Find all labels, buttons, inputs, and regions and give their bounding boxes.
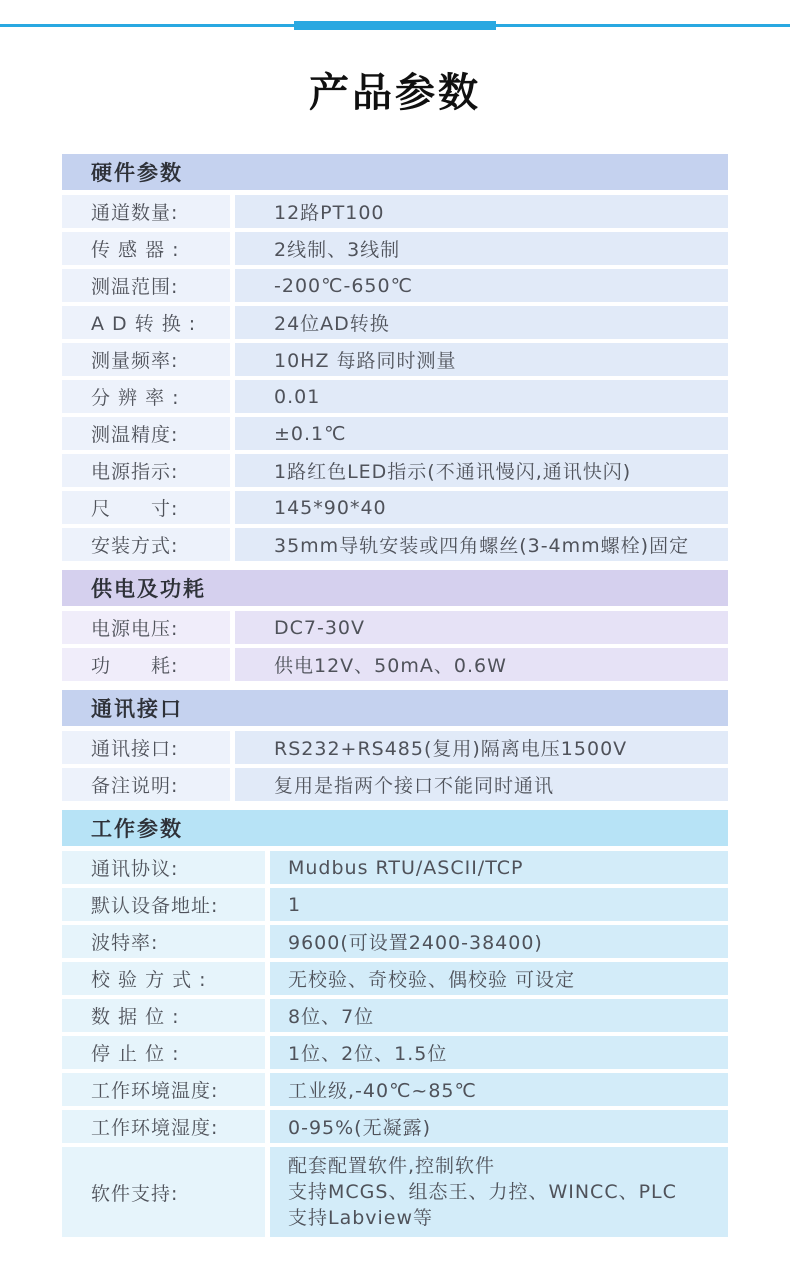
table-row bbox=[62, 1036, 728, 1069]
table-row bbox=[62, 851, 728, 884]
section-header bbox=[62, 570, 728, 606]
table-row bbox=[62, 611, 728, 644]
row-label: 测量频率: bbox=[62, 343, 230, 376]
row-value bbox=[270, 1147, 728, 1237]
row-value: 35mm导轨安装或四角螺丝(3-4mm螺栓)固定 bbox=[235, 528, 728, 561]
section-header bbox=[62, 810, 728, 846]
row-label: 尺 寸: bbox=[62, 491, 230, 524]
section-title: 通讯接口 bbox=[91, 697, 183, 721]
row-label: A D 转 换 : bbox=[62, 306, 230, 339]
spec-section bbox=[62, 690, 728, 801]
row-value: 工业级,-40℃~85℃ bbox=[270, 1073, 728, 1106]
section-header bbox=[62, 154, 728, 190]
row-label: 默认设备地址: bbox=[62, 888, 265, 921]
row-value: 24位AD转换 bbox=[235, 306, 728, 339]
row-label: 测温精度: bbox=[62, 417, 230, 450]
table-row bbox=[62, 491, 728, 524]
page-title: 产品参数 bbox=[309, 70, 481, 116]
row-label: 电源电压: bbox=[62, 611, 230, 644]
row-label: 电源指示: bbox=[62, 454, 230, 487]
row-value: RS232+RS485(复用)隔离电压1500V bbox=[235, 731, 728, 764]
table-row bbox=[62, 269, 728, 302]
table-row bbox=[62, 962, 728, 995]
row-label: 波特率: bbox=[62, 925, 265, 958]
row-label: 数 据 位 : bbox=[62, 999, 265, 1032]
row-value-line: 配套配置软件,控制软件 bbox=[288, 1155, 496, 1177]
row-value: 145*90*40 bbox=[235, 491, 728, 524]
row-label: 停 止 位 : bbox=[62, 1036, 265, 1069]
table-row bbox=[62, 768, 728, 801]
row-label: 软件支持: bbox=[62, 1147, 265, 1237]
table-row bbox=[62, 1110, 728, 1143]
row-value: 1 bbox=[270, 888, 728, 921]
row-value: DC7-30V bbox=[235, 611, 728, 644]
table-row bbox=[62, 1147, 728, 1237]
table-row bbox=[62, 648, 728, 681]
row-label: 工作环境温度: bbox=[62, 1073, 265, 1106]
table-row bbox=[62, 999, 728, 1032]
row-value: 1位、2位、1.5位 bbox=[270, 1036, 728, 1069]
row-label: 通讯接口: bbox=[62, 731, 230, 764]
table-row bbox=[62, 528, 728, 561]
row-label: 传 感 器 : bbox=[62, 232, 230, 265]
row-value: 12路PT100 bbox=[235, 195, 728, 228]
row-value: 0.01 bbox=[235, 380, 728, 413]
row-label: 通讯协议: bbox=[62, 851, 265, 884]
table-row bbox=[62, 417, 728, 450]
table-row bbox=[62, 731, 728, 764]
row-label: 备注说明: bbox=[62, 768, 230, 801]
row-label: 功 耗: bbox=[62, 648, 230, 681]
spec-section bbox=[62, 810, 728, 1237]
table-row bbox=[62, 925, 728, 958]
top-divider bbox=[0, 24, 790, 27]
row-value: 供电12V、50mA、0.6W bbox=[235, 648, 728, 681]
row-value: 无校验、奇校验、偶校验 可设定 bbox=[270, 962, 728, 995]
row-value: Mudbus RTU/ASCII/TCP bbox=[270, 851, 728, 884]
spec-section bbox=[62, 570, 728, 681]
row-label: 分 辨 率 : bbox=[62, 380, 230, 413]
section-title: 工作参数 bbox=[91, 817, 183, 841]
table-row bbox=[62, 888, 728, 921]
section-title: 硬件参数 bbox=[91, 161, 183, 185]
table-row bbox=[62, 232, 728, 265]
table-row bbox=[62, 1073, 728, 1106]
row-value: 0-95%(无凝露) bbox=[270, 1110, 728, 1143]
row-label: 安装方式: bbox=[62, 528, 230, 561]
row-label: 工作环境湿度: bbox=[62, 1110, 265, 1143]
row-value: 2线制、3线制 bbox=[235, 232, 728, 265]
row-value: 10HZ 每路同时测量 bbox=[235, 343, 728, 376]
row-value: 9600(可设置2400-38400) bbox=[270, 925, 728, 958]
row-value-line: 支持Labview等 bbox=[288, 1207, 434, 1229]
top-divider-accent bbox=[294, 21, 496, 30]
table-row bbox=[62, 195, 728, 228]
spec-table bbox=[62, 154, 728, 1237]
row-label: 通道数量: bbox=[62, 195, 230, 228]
row-label: 测温范围: bbox=[62, 269, 230, 302]
row-value: 复用是指两个接口不能同时通讯 bbox=[235, 768, 728, 801]
row-value: -200℃-650℃ bbox=[235, 269, 728, 302]
row-value: ±0.1℃ bbox=[235, 417, 728, 450]
section-header bbox=[62, 690, 728, 726]
row-value-line: 支持MCGS、组态王、力控、WINCC、PLC bbox=[288, 1181, 677, 1203]
table-row bbox=[62, 454, 728, 487]
row-value: 1路红色LED指示(不通讯慢闪,通讯快闪) bbox=[235, 454, 728, 487]
row-value: 8位、7位 bbox=[270, 999, 728, 1032]
spec-section bbox=[62, 154, 728, 561]
table-row bbox=[62, 380, 728, 413]
table-row bbox=[62, 306, 728, 339]
row-label: 校 验 方 式 : bbox=[62, 962, 265, 995]
table-row bbox=[62, 343, 728, 376]
section-title: 供电及功耗 bbox=[91, 577, 206, 601]
